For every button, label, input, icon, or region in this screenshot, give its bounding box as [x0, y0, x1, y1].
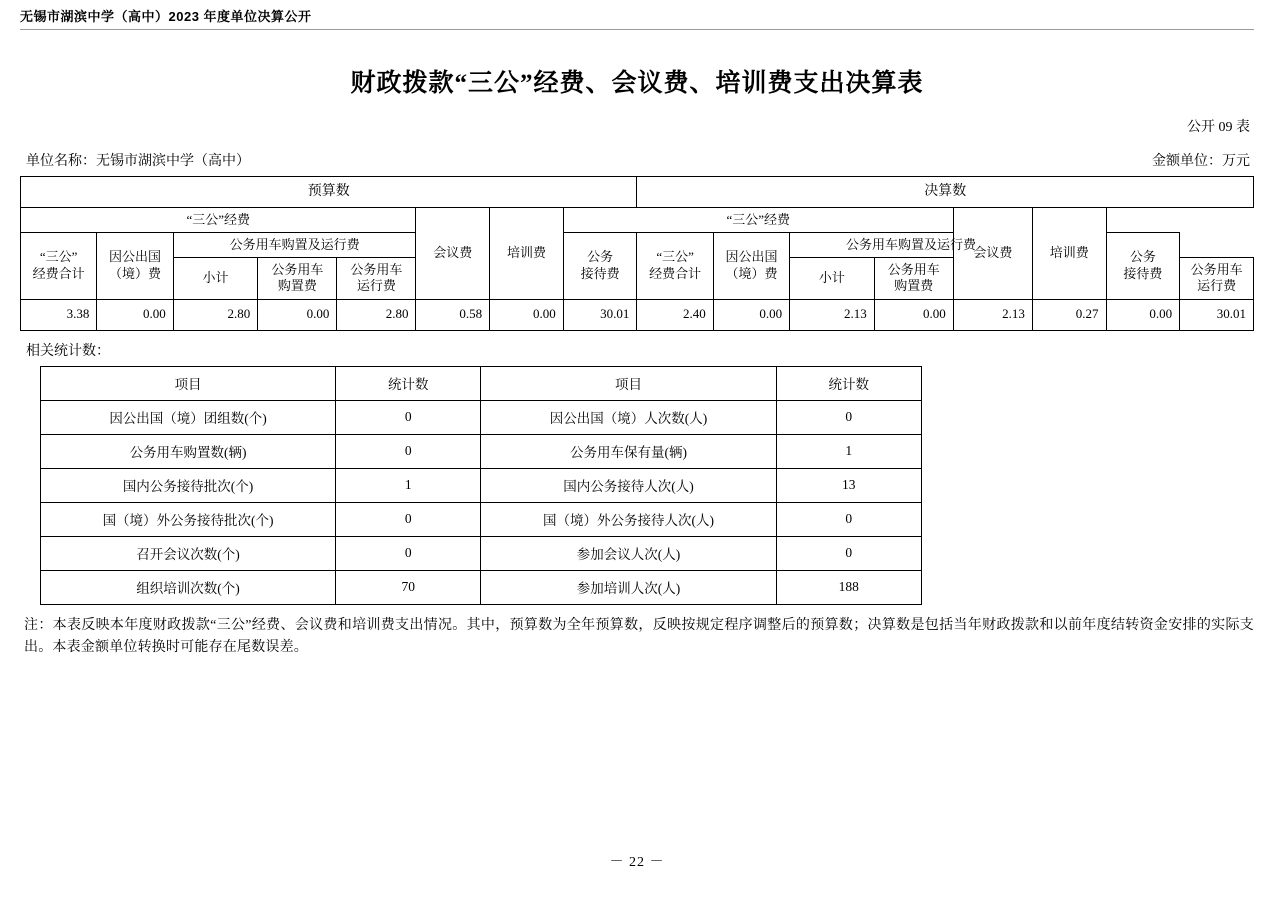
stats-cell: 参加培训人次(人): [481, 570, 776, 604]
header-budget-vehicle-group: 公务用车购置及运行费: [173, 232, 416, 257]
value-budget-vehicle-subtotal: 2.80: [173, 299, 258, 330]
stats-cell: 0: [336, 400, 481, 434]
header-final-vehicle-subtotal: 小计: [790, 258, 875, 300]
stats-cell: 公务用车购置数(辆): [41, 434, 336, 468]
header-final-vehicle-purchase: 公务用车 购置费: [874, 258, 953, 300]
header-final-vehicle-operation: 公务用车 运行费: [1180, 258, 1254, 300]
value-budget-abroad: 0.00: [97, 299, 173, 330]
stats-cell: 0: [336, 536, 481, 570]
stats-cell: 因公出国（境）人次数(人): [481, 400, 776, 434]
value-budget-sangong-total: 3.38: [21, 299, 97, 330]
stats-cell: 组织培训次数(个): [41, 570, 336, 604]
value-budget-vehicle-operation: 2.80: [337, 299, 416, 330]
stats-cell: 0: [776, 502, 921, 536]
stats-cell: 0: [776, 400, 921, 434]
value-budget-vehicle-purchase: 0.00: [258, 299, 337, 330]
table-row: [41, 536, 922, 570]
stats-cell: 1: [336, 468, 481, 502]
header-budget-vehicle-purchase: 公务用车 购置费: [258, 258, 337, 300]
header-budget-reception: 公务 接待费: [563, 232, 637, 299]
form-code: 公开 09 表: [1187, 120, 1250, 135]
page-title: 财政拨款“三公”经费、会议费、培训费支出决算表: [350, 70, 924, 97]
amount-unit: 金额单位：万元: [1152, 154, 1250, 169]
value-final-vehicle-operation: 2.13: [953, 299, 1032, 330]
expense-table: [20, 176, 1254, 331]
header-budget-sangong-total: “三公” 经费合计: [21, 232, 97, 299]
header-budget-training: 培训费: [490, 207, 564, 299]
stats-cell: 国内公务接待人次(人): [481, 468, 776, 502]
value-final-abroad: 0.00: [713, 299, 789, 330]
table-row: [41, 570, 922, 604]
stats-label: 相关统计数：: [26, 343, 110, 359]
value-budget-reception: 0.58: [416, 299, 490, 330]
value-final-vehicle-purchase: 0.00: [874, 299, 953, 330]
table-row: [41, 434, 922, 468]
stats-cell: 国（境）外公务接待批次(个): [41, 502, 336, 536]
stats-cell: 1: [776, 434, 921, 468]
value-final-vehicle-subtotal: 2.13: [790, 299, 875, 330]
running-header: 无锡市湖滨中学（高中）2023 年度单位决算公开: [20, 0, 1254, 30]
header-final-vehicle-group: 公务用车购置及运行费: [790, 232, 1033, 257]
header-final-group: 决算数: [637, 177, 1254, 208]
stats-header-row: [41, 366, 922, 400]
value-final-reception: 0.27: [1032, 299, 1106, 330]
header-budget-vehicle-operation: 公务用车 运行费: [337, 258, 416, 300]
stats-cell: 70: [336, 570, 481, 604]
stats-cell: 188: [776, 570, 921, 604]
table-row: [41, 468, 922, 502]
unit-name: 单位名称：无锡市湖滨中学（高中）: [26, 154, 250, 169]
header-budget-meeting: 会议费: [416, 207, 490, 299]
header-final-abroad: 因公出国 （境）费: [713, 232, 789, 299]
page-number: － 22 －: [609, 855, 665, 870]
stats-cell: 13: [776, 468, 921, 502]
value-final-training: 30.01: [1180, 299, 1254, 330]
header-final-training: 培训费: [1032, 207, 1106, 299]
footnote: 注：本表反映本年度财政拨款“三公”经费、会议费和培训费支出情况。其中，预算数为全年预算数，反映按规定程序调整后的预算数；决算数是包括当年财政拨款和以前年度结转资金安排的实际支出。本表金额单位转换时可能存在尾数误差。: [24, 617, 1254, 655]
table-row: [41, 502, 922, 536]
meta-row: [20, 150, 1254, 170]
table-header-row-2: [21, 207, 1254, 232]
value-final-sangong-total: 2.40: [637, 299, 713, 330]
table-header-row-1: [21, 177, 1254, 208]
header-final-sangong: “三公”经费: [563, 207, 953, 232]
stats-cell: 公务用车保有量(辆): [481, 434, 776, 468]
stats-header-item-2: 项目: [481, 366, 776, 400]
header-budget-sangong: “三公”经费: [21, 207, 416, 232]
stats-cell: 国内公务接待批次(个): [41, 468, 336, 502]
header-final-meeting: 会议费: [953, 207, 1032, 299]
stats-header-item-1: 项目: [41, 366, 336, 400]
header-budget-vehicle-subtotal: 小计: [173, 258, 258, 300]
value-budget-training: 30.01: [563, 299, 637, 330]
value-final-meeting: 0.00: [1106, 299, 1180, 330]
header-final-sangong-total: “三公” 经费合计: [637, 232, 713, 299]
stats-cell: 0: [776, 536, 921, 570]
stats-cell: 国（境）外公务接待人次(人): [481, 502, 776, 536]
stats-cell: 参加会议人次(人): [481, 536, 776, 570]
stats-header-count-2: 统计数: [776, 366, 921, 400]
table-row: [21, 299, 1254, 330]
stats-cell: 0: [336, 502, 481, 536]
stats-cell: 0: [336, 434, 481, 468]
value-budget-meeting: 0.00: [490, 299, 564, 330]
stats-cell: 因公出国（境）团组数(个): [41, 400, 336, 434]
stats-cell: 召开会议次数(个): [41, 536, 336, 570]
stats-header-count-1: 统计数: [336, 366, 481, 400]
table-row: [41, 400, 922, 434]
stats-table: [40, 366, 922, 605]
header-budget-abroad: 因公出国 （境）费: [97, 232, 173, 299]
header-final-reception: 公务 接待费: [1106, 232, 1180, 299]
header-budget-group: 预算数: [21, 177, 637, 208]
